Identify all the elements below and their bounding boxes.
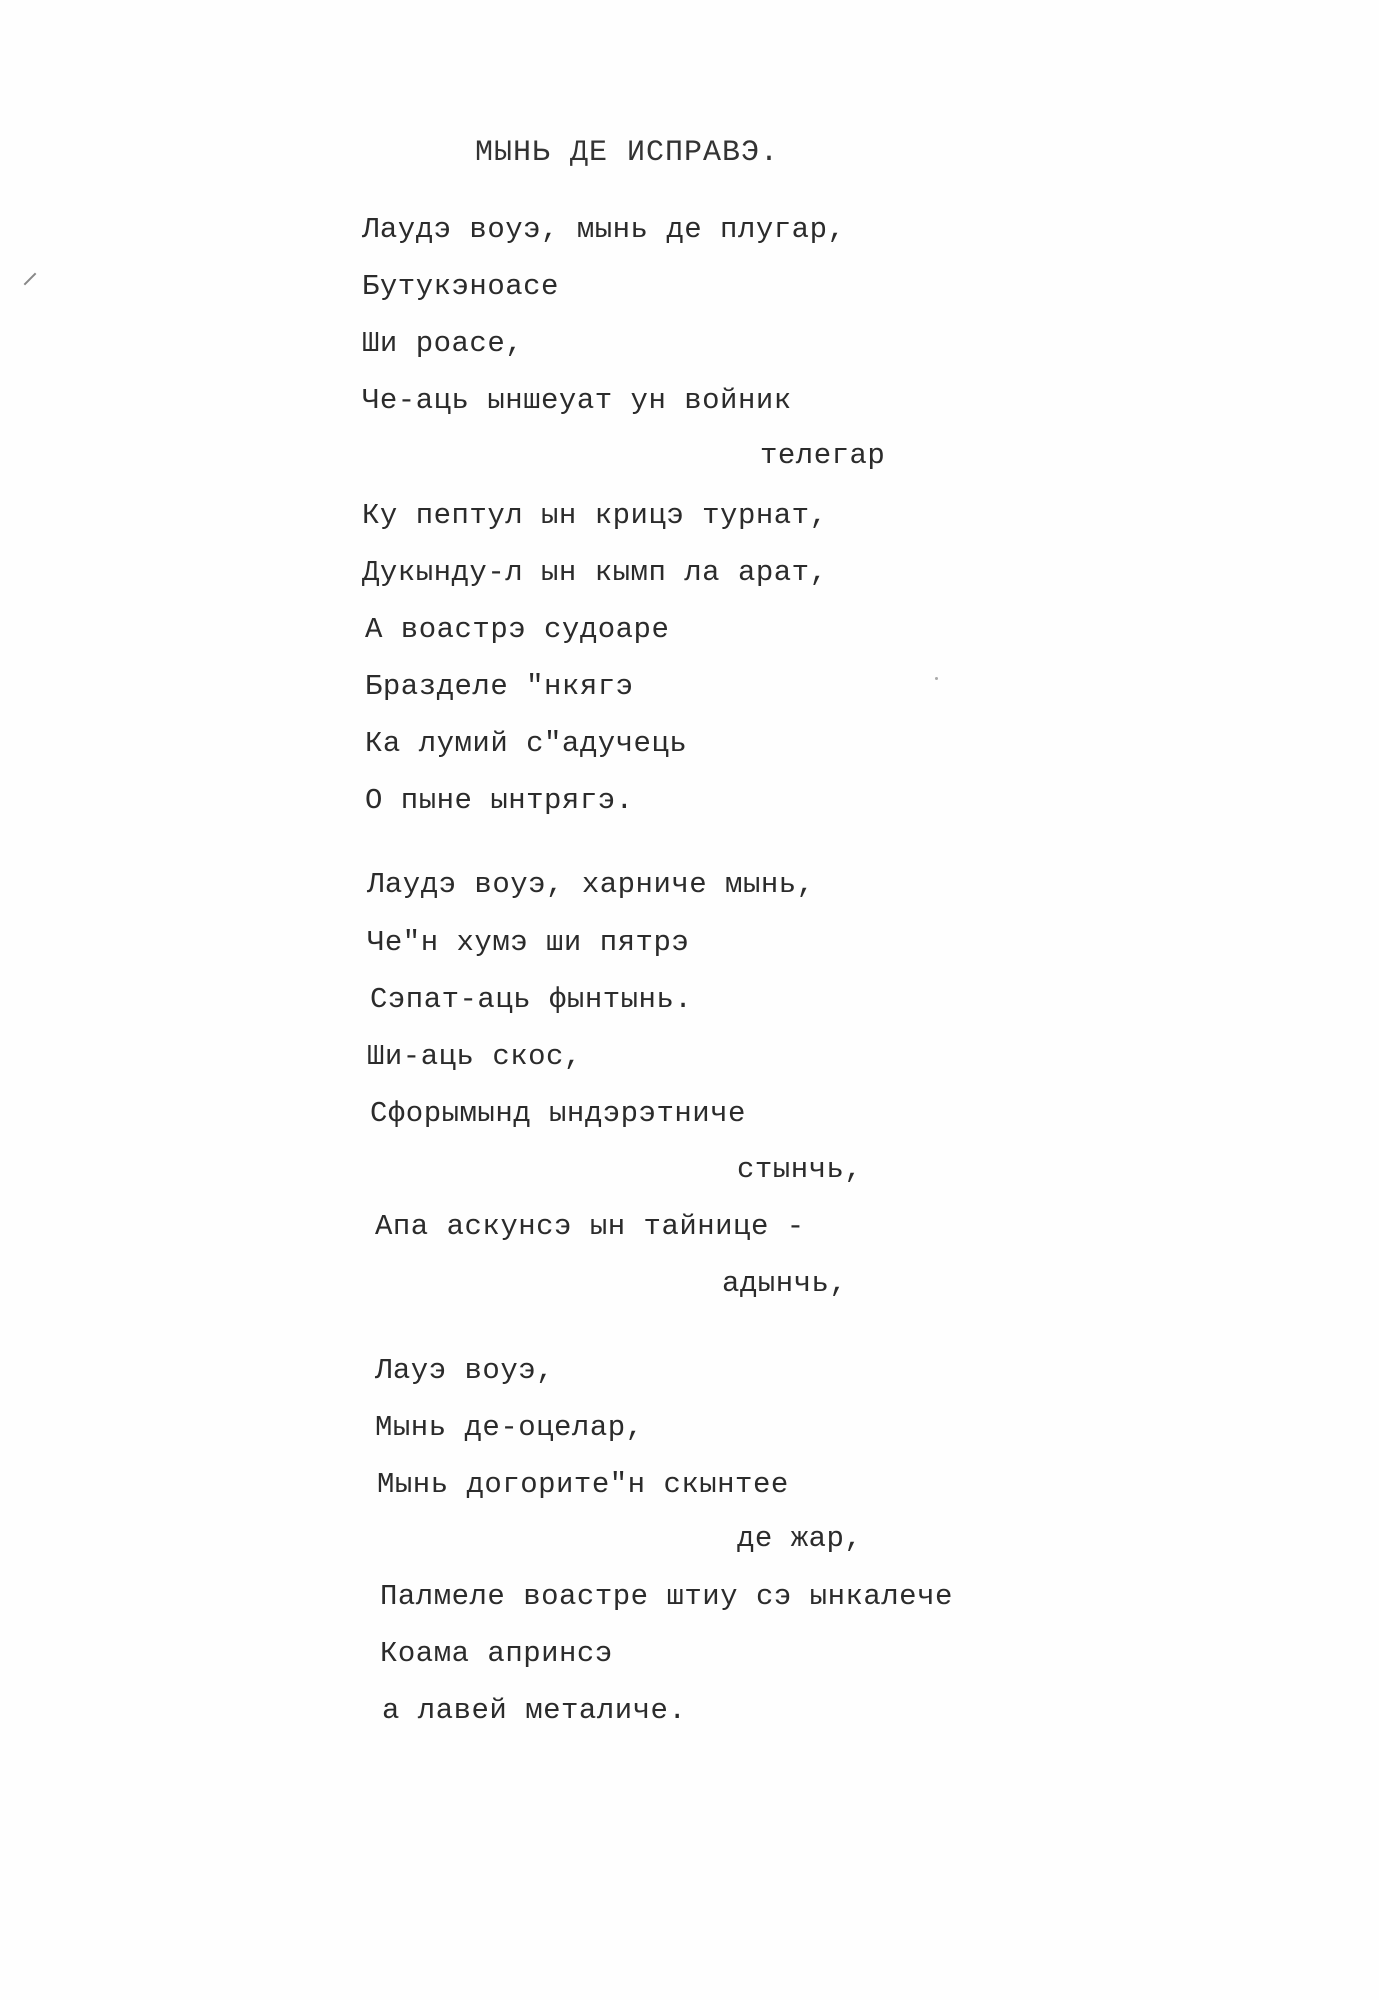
poem-line: Коама апринсэ (380, 1637, 613, 1670)
poem-line: Апа аскунсэ ын тайнице - (375, 1210, 805, 1243)
poem-line: Че-аць ыншеуат ун войник (362, 384, 792, 417)
poem-line: Сфорымынд ындэрэтниче (370, 1097, 746, 1130)
poem-line: Сэпат-аць фынтынь. (370, 983, 693, 1016)
poem-line: Ку пептул ын крицэ турнат, (362, 499, 828, 532)
poem-line: Мынь де-оцелар, (375, 1411, 644, 1444)
poem-line: Лаудэ воуэ, мынь де плугар, (362, 213, 846, 246)
paper-speck (935, 677, 938, 680)
poem-line: адынчь, (722, 1267, 848, 1300)
poem-line: Ши роасе, (362, 327, 524, 360)
pen-mark (24, 273, 37, 286)
poem-line: Ши-аць скос, (367, 1040, 582, 1073)
poem-line: Лауэ воуэ, (375, 1354, 555, 1387)
poem-title: МЫНЬ ДЕ ИСПРАВЭ. (475, 136, 780, 170)
poem-line: Мынь догорите"н скынтее (377, 1468, 789, 1501)
poem-line: Ка лумий с"адучець (365, 727, 688, 760)
poem-line: Лаудэ воуэ, харниче мынь, (367, 868, 815, 901)
poem-line: Дукынду-л ын кымп ла арат, (362, 556, 828, 589)
poem-line: О пыне ынтрягэ. (365, 784, 634, 817)
poem-line: де жар, (737, 1522, 863, 1555)
poem-line: Бразделе "нкягэ (365, 670, 634, 703)
poem-line: Палмеле воастре штиу сэ ынкалече (380, 1580, 953, 1613)
poem-line: а лавей металиче. (382, 1694, 687, 1727)
poem-line: А воастрэ судоаре (365, 613, 670, 646)
poem-line: телегар (760, 439, 886, 472)
poem-line: стынчь, (737, 1153, 863, 1186)
poem-line: Че"н хумэ ши пятрэ (367, 926, 690, 959)
poem-line: Бутукэноасе (362, 270, 559, 303)
